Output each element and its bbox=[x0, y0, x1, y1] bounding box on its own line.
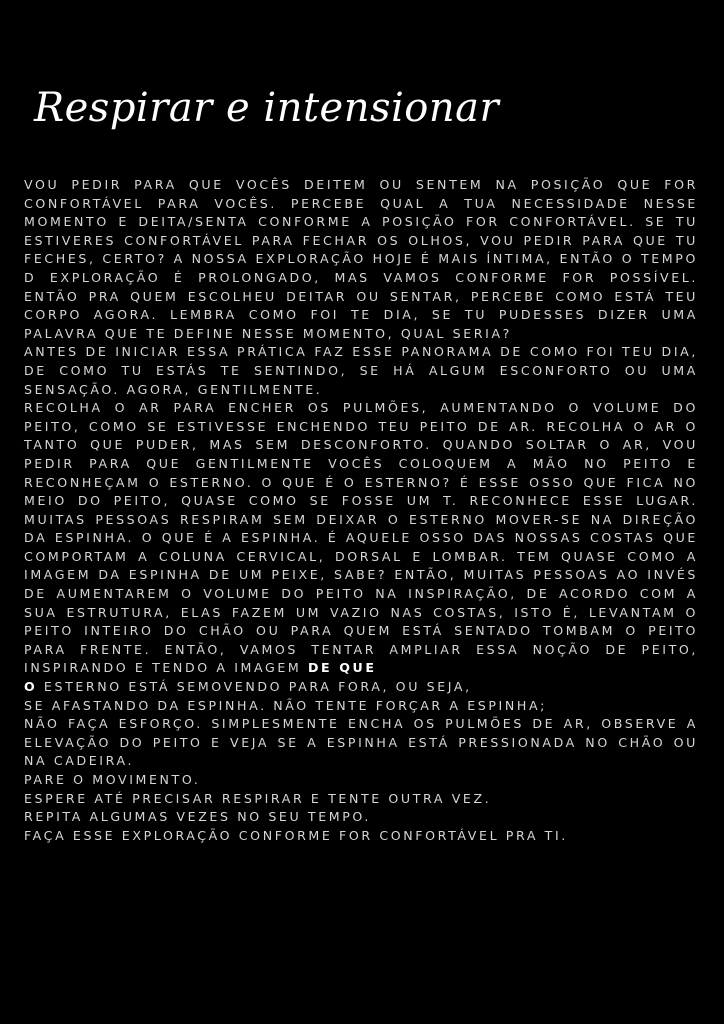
paragraph-closing: FAÇA ESSE EXPLORAÇÃO CONFORME FOR CONFORTÁVEL PRA TI. bbox=[24, 827, 568, 843]
body-text bbox=[24, 176, 698, 845]
emphasis-o: O bbox=[24, 679, 38, 695]
page-title: Respirar e intensionar bbox=[34, 85, 500, 131]
paragraph-repeat: REPITA ALGUMAS VEZES NO SEU TEMPO. bbox=[24, 809, 372, 825]
paragraph-no-effort: NÃO FAÇA ESFORÇO. SIMPLESMENTE ENCHA OS PULMÕES DE AR, OBSERVE A ELEVAÇÃO DO PEITO E VEJA SE A ESPINHA ESTÁ PRESSIONADA NO CHÃO OU NA CADEIRA. bbox=[24, 716, 698, 769]
paragraph-breathing-end: ESTERNO ESTÁ SEMOVENDO PARA FORA, OU SEJA, bbox=[37, 679, 472, 695]
paragraph-breathing bbox=[24, 399, 698, 697]
emphasis-de-que: DE QUE bbox=[307, 660, 377, 676]
paragraph-breathing-text: RECOLHA O AR PARA ENCHER OS PULMÕES, AUMENTANDO O VOLUME DO PEITO, COMO SE ESTIVESSE ENCHENDO TEU PEITO DE AR. RECOLHA O AR O TANTO QUE PUDER, MAS SEM DESCONFORTO. QUANDO SOLTAR O AR, VOU PEDIR PARA QUE GENTILMENTE VOCÊS COLOQUEM A MÃO NO PEITO E RECONHEÇAM O ESTERNO. O QUE É O ESTERNO? É ESSE OSSO QUE FICA NO MEIO DO PEITO, QUASE COMO SE FOSSE UM T. RECONHECE ESSE LUGAR. MUITAS PESSOAS RESPIRAM SEM DEIXAR O ESTERNO MOVER-SE NA DIREÇÃO DA ESPINHA. O QUE É A ESPINHA. É AQUELE OSSO DAS NOSSAS COSTAS QUE COMPORTAM A COLUNA CERVICAL, DORSAL E LOMBAR. TEM QUASE COMO A IMAGEM DA ESPINHA DE UM PEIXE, SABE? ENTÃO, MUITAS PESSOAS AO INVÉS DE AUMENTAREM O VOLUME DO PEITO NA INSPIRAÇÃO, DE ACORDO COM A SUA ESTRUTURA, ELAS FAZEM UM VAZIO NAS COSTAS, ISTO É, LEVANTAM O PEITO INTEIRO DO CHÃO OU PARA QUEM ESTÁ SENTADO TOMBAM O PEITO PARA FRENTE. ENTÃO, VAMOS TENTAR AMPLIAR ESSA NOÇÃO DE PEITO, INSPIRANDO E TENDO A IMAGEM bbox=[24, 400, 698, 676]
paragraph-intro: VOU PEDIR PARA QUE VOCÊS DEITEM OU SENTEM NA POSIÇÃO QUE FOR CONFORTÁVEL PARA VOCÊS. PERCEBE QUAL A TUA NECESSIDADE NESSE MOMENTO E DEITA/SENTA CONFORME A POSIÇÃO FOR CONFORTÁVEL. SE TU ESTIVERES CONFORTÁVEL PARA FECHAR OS OLHOS, VOU PEDIR PARA QUE TU FECHES, CERTO? A NOSSA EXPLORAÇÃO HOJE É MAIS ÍNTIMA, ENTÃO O TEMPO D EXPLORAÇÃO É PROLONGADO, MAS VAMOS CONFORME FOR POSSÍVEL. ENTÃO PRA QUEM ESCOLHEU DEITAR OU SENTAR, PERCEBE COMO ESTÁ TEU CORPO AGORA. LEMBRA COMO FOI TE DIA, SE TU PUDESSES DIZER UMA PALAVRA QUE TE DEFINE NESSE MOMENTO, QUAL SERIA? bbox=[24, 177, 698, 341]
paragraph-panorama: ANTES DE INICIAR ESSA PRÁTICA FAZ ESSE PANORAMA DE COMO FOI TEU DIA, DE COMO TU ESTÁS TE SENTINDO, SE HÁ ALGUM ESCONFORTO OU UMA SENSAÇÃO. AGORA, GENTILMENTE. bbox=[24, 344, 698, 397]
paragraph-stop: PARE O MOVIMENTO. bbox=[24, 772, 201, 787]
paragraph-wait: ESPERE ATÉ PRECISAR RESPIRAR E TENTE OUTRA VEZ. bbox=[24, 790, 492, 806]
paragraph-spine: SE AFASTANDO DA ESPINHA. NÃO TENTE FORÇAR A ESPINHA; bbox=[24, 697, 547, 713]
